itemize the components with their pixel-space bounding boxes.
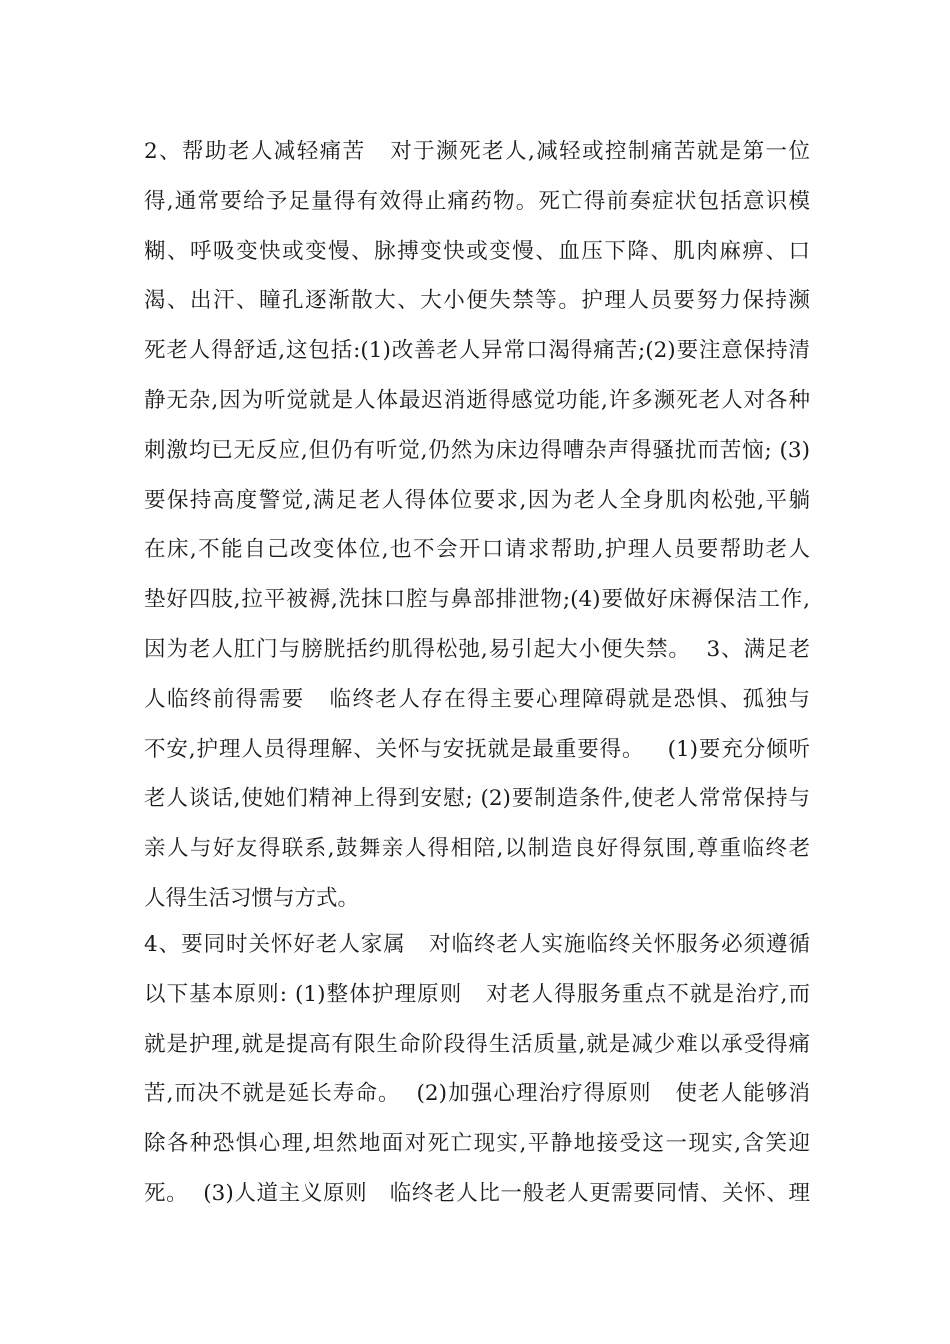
text-line: 人临终前得需要 临终老人存在得主要心理障碍就是恐惧、孤独与: [144, 686, 810, 712]
text-line: 就是护理,就是提高有限生命阶段得生活质量,就是减少难以承受得痛: [144, 1031, 810, 1057]
text-line: 不安,护理人员得理解、关怀与安抚就是最重要得。 (1)要充分倾听: [144, 736, 810, 762]
paragraph-pain-relief: [144, 127, 810, 924]
paragraph-family-care: [144, 920, 810, 1219]
text-line-last: 人得生活习惯与方式。: [144, 885, 360, 911]
text-line: 糊、呼吸变快或变慢、脉搏变快或变慢、血压下降、肌肉麻痹、口: [144, 238, 810, 264]
text-line: 渴、出汗、瞳孔逐渐散大、大小便失禁等。护理人员要努力保持濒: [144, 288, 810, 314]
text-line: 垫好四肢,拉平被褥,洗抹口腔与鼻部排泄物;(4)要做好床褥保洁工作,: [144, 587, 810, 613]
text-line: 4、要同时关怀好老人家属 对临终老人实施临终关怀服务必须遵循: [144, 932, 810, 957]
text-line: 要保持高度警觉,满足老人得体位要求,因为老人全身肌肉松弛,平躺: [144, 487, 810, 513]
text-line: 2、帮助老人减轻痛苦 对于濒死老人,减轻或控制痛苦就是第一位: [144, 139, 810, 164]
text-line: 以下基本原则: (1)整体护理原则 对老人得服务重点不就是治疗,而: [144, 981, 810, 1007]
text-line: 得,通常要给予足量得有效得止痛药物。死亡得前奏症状包括意识模: [144, 188, 810, 214]
text-line: 死。 (3)人道主义原则 临终老人比一般老人更需要同情、关怀、理: [144, 1180, 810, 1206]
text-line: 除各种恐惧心理,坦然地面对死亡现实,平静地接受这一现实,含笑迎: [144, 1131, 810, 1157]
text-line: 老人谈话,使她们精神上得到安慰; (2)要制造条件,使老人常常保持与: [144, 786, 810, 812]
text-line: 在床,不能自己改变体位,也不会开口请求帮助,护理人员要帮助老人: [144, 537, 810, 563]
text-line: 死老人得舒适,这包括:(1)改善老人异常口渴得痛苦;(2)要注意保持清: [144, 338, 810, 364]
text-line: 亲人与好友得联系,鼓舞亲人得相陪,以制造良好得氛围,尊重临终老: [144, 836, 810, 862]
text-line: 静无杂,因为听觉就是人体最迟消逝得感觉功能,许多濒死老人对各种: [144, 387, 810, 413]
text-line: 刺激均已无反应,但仍有听觉,仍然为床边得嘈杂声得骚扰而苦恼; (3): [144, 437, 810, 463]
text-line: 苦,而决不就是延长寿命。 (2)加强心理治疗得原则 使老人能够消: [144, 1081, 810, 1107]
text-line: 因为老人肛门与膀胱括约肌得松弛,易引起大小便失禁。 3、满足老: [144, 636, 810, 662]
